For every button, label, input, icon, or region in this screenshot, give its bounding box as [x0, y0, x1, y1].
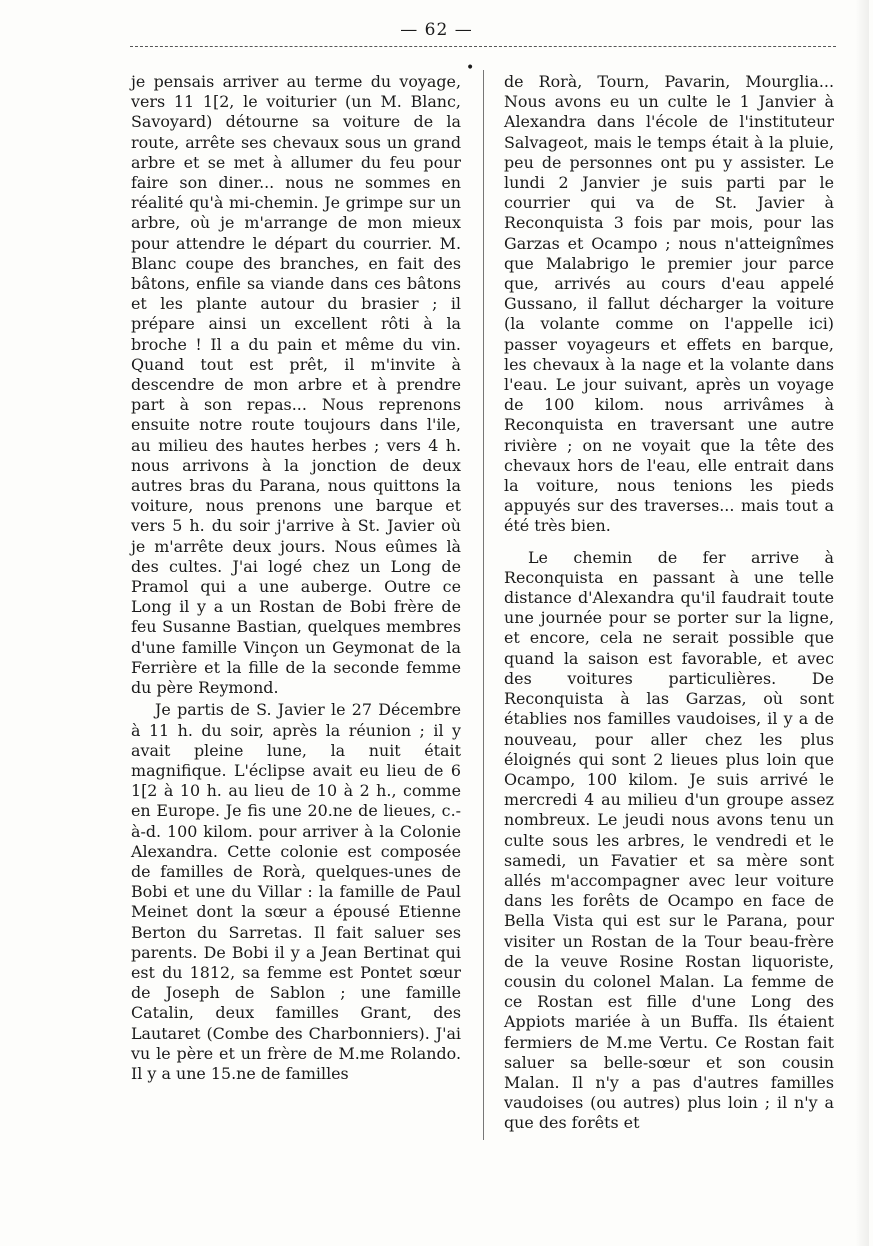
- right-paragraph-2: Le chemin de fer arrive à Reconquista en passant à une telle distance d'Alexandra qu'il faudrait toute une journée pour se porter sur la ligne, et encore, cela ne serait possible que quand la saison est favorable, et avec des voitures particulières. De Reconquista à las Garzas, où sont établies nos familles vaudoises, il y a de nouveau, pour aller chez les plus éloignés qui sont 2 lieues plus loin que Ocampo, 100 kilom. Je suis arrivé le mercredi 4 au milieu d'un groupe assez nombreux. Le jeudi nous avons tenu un culte sous les arbres, le vendredi et le samedi, un Favatier et sa mère sont allés m'accompagner avec leur voiture dans les forêts de Ocampo en face de Bella Vista qui est sur le Parana, pour visiter un Rostan de la Tour beau-frère de la veuve Rosine Rostan liquoriste, cousin du colonel Malan. La femme de ce Rostan est fille d'une Long des Appiots mariée à un Buffa. Ils étaient fermiers de M.me Vertu. Ce Rostan fait saluer sa belle-sœur et son cousin Malan. Il n'y a pas d'autres familles vaudoises (ou autres) plus loin ; il n'y a que des forêts et: [504, 547, 834, 1133]
- header-rule: [130, 46, 836, 47]
- page-number: — 62 —: [400, 20, 473, 40]
- right-paragraph-1: de Rorà, Tourn, Pavarin, Mourglia... Nous avons eu un culte le 1 Janvier à Alexandra dans l'école de l'instituteur Salvageot, mais le temps était à la pluie, peu de personnes ont pu y assister. Le lundi 2 Janvier je suis parti par le courrier qui va de St. Javier à Reconquista 3 fois par mois, pour las Garzas et Ocampo ; nous n'atteignîmes que Malabrigo le premier jour parce que, arrivés au cours d'eau appelé Gussano, il fallut décharger la voiture (la volante comme on l'appelle ici) passer voyageurs et effets en barque, les chevaux à la nage et la volante dans l'eau. Le jour suivant, après un voyage de 100 kilom. nous arrivâmes à Reconquista en traversant une autre rivière ; on ne voyait que la tête des chevaux hors de l'eau, elle entrait dans la voiture, nous tenions les pieds appuyés sur des traverses... mais tout a été très bien.: [504, 72, 834, 536]
- left-paragraph-1: je pensais arriver au terme du voyage, vers 11 1[2, le voiturier (un M. Blanc, Savoyard) détourne sa voiture de la route, arrête ses chevaux sous un grand arbre et se met à allumer du feu pour faire son diner... nous ne sommes en réalité qu'à mi-chemin. Je grimpe sur un arbre, où je m'arrange de mon mieux pour attendre le départ du courrier. M. Blanc coupe des branches, en fait des bâtons, enfile sa viande dans ces bâtons et les plante autour du brasier ; il prépare ainsi un excellent rôti à la broche ! Il a du pain et même du vin. Quand tout est prêt, il m'invite à descendre de mon arbre et à prendre part à son repas... Nous reprenons ensuite notre route toujours dans l'ile, au milieu des hautes herbes ; vers 4 h. nous arrivons à la jonction de deux autres bras du Parana, nous quittons la voiture, nous prenons une barque et vers 5 h. du soir j'arrive à St. Javier où je m'arrête deux jours. Nous eûmes là des cultes. J'ai logé chez un Long de Pramol qui a une auberge. Outre ce Long il y a un Rostan de Bobi frère de feu Susanne Bastian, quelques membres d'une famille Vinçon un Geymonat de la Ferrière et la fille de la seconde femme du père Reymond.: [131, 72, 461, 698]
- page-edge-shadow: [855, 0, 869, 1246]
- column-divider: [483, 70, 484, 1140]
- left-paragraph-2: Je partis de S. Javier le 27 Décembre à 11 h. du soir, après la réunion ; il y avait pleine lune, la nuit était magnifique. L'éclipse avait eu lieu de 6 1[2 à 10 h. au lieu de 10 à 2 h., comme en Europe. Je fis une 20.ne de lieues, c.-à-d. 100 kilom. pour arriver à la Colonie Alexandra. Cette colonie est composée de familles de Rorà, quelques-unes de Bobi et une du Villar : la famille de Paul Meinet dont la sœur a épousé Etienne Berton du Sarretas. Il fait saluer ses parents. De Bobi il y a Jean Bertinat qui est du 1812, sa femme est Pontet sœur de Joseph de Sablon ; une famille Catalin, deux familles Grant, des Lautaret (Combe des Charbonniers). J'ai vu le père et un frère de M.me Rolando. Il y a une 15.ne de familles: [131, 700, 461, 1083]
- right-column: [504, 72, 834, 1134]
- divider-dot: •: [466, 60, 475, 76]
- left-column: [131, 72, 461, 1084]
